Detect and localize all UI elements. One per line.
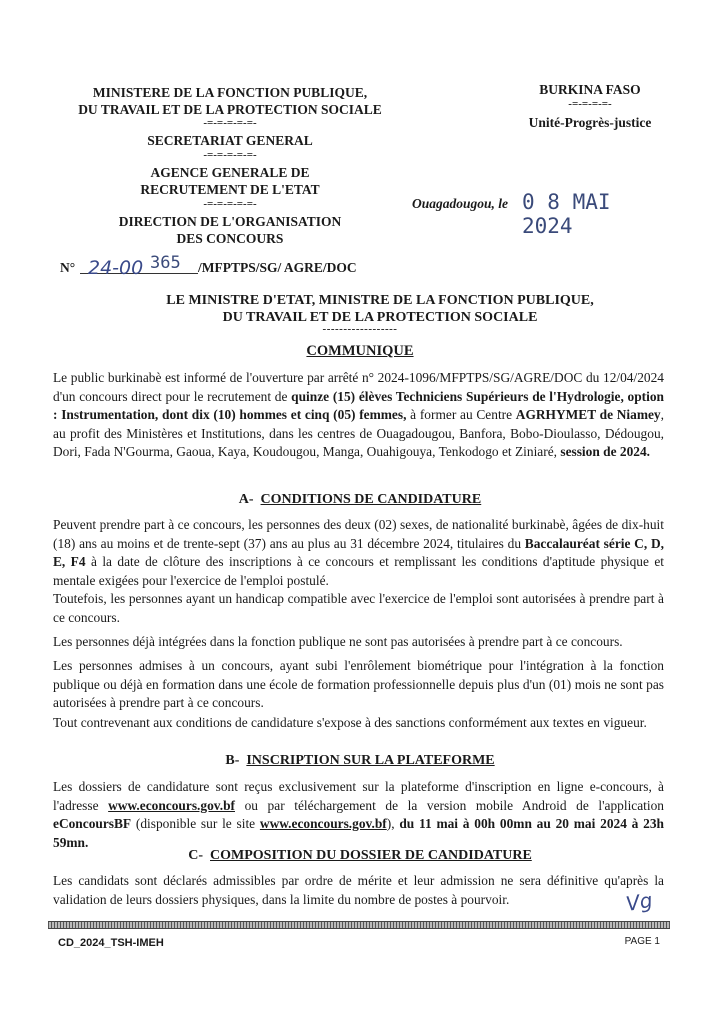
section-a-paragraph-1 <box>53 516 664 590</box>
separator: -=-=-=-=-=- <box>203 149 257 161</box>
econcours-link-2[interactable]: www.econcours.gov.bf <box>259 816 387 831</box>
page-number: PAGE 1 <box>624 936 660 947</box>
section-a-paragraph-3: Les personnes déjà intégrées dans la fonction publique ne sont pas autorisées à prendre part à ce concours. <box>53 634 623 649</box>
section-a-p1-text: Peuvent prendre part à ce concours, les personnes des deux (02) sexes, de nationalité burkinabè, âgées de dix-huit (18) ans au moins et de trente-sept (37) ans au plus au 31 décembre 2024, titulaires du <box>53 517 664 551</box>
intro-text-2: à former au Centre <box>406 407 516 422</box>
section-a-diploma: Baccalauréat série C, D, E, F4 <box>53 535 664 569</box>
section-b-text-3: (disponible sur le site <box>131 816 260 831</box>
dashes-separator: ------------------ <box>322 323 398 335</box>
section-a-heading <box>180 492 540 508</box>
section-a-paragraph-5: Tout contrevenant aux conditions de candidature s'expose à des sanctions conformément aux textes en vigueur. <box>53 715 647 730</box>
separator: -=-=-=-=- <box>568 98 612 110</box>
agency-name <box>40 164 420 198</box>
direction-line-2: DES CONCOURS <box>176 231 284 246</box>
section-b-heading <box>190 753 530 769</box>
secretariat: SECRETARIAT GENERAL <box>147 133 313 148</box>
section-a-title: CONDITIONS DE CANDIDATURE <box>260 492 482 507</box>
section-c-heading <box>160 848 560 864</box>
place-date-prefix: Ouagadougou, le <box>412 196 509 211</box>
date-stamp: 0 8 MAI 2024 <box>522 190 611 238</box>
section-a-paragraph-2: Toutefois, les personnes ayant un handicap compatible avec l'exercice de l'emploi sont autorisées à prendre part à ce concours. <box>53 591 664 625</box>
direction-name <box>40 213 420 247</box>
section-a-p1-end: à la date de clôture des inscriptions à ce concours et remplissant les conditions d'aptitude physique et mentale exigées pour l'exercice de l'emploi postulé. <box>53 554 664 588</box>
communique-title: COMMUNIQUE <box>306 343 414 359</box>
section-b-title: INSCRIPTION SUR LA PLATEFORME <box>246 753 495 768</box>
econcours-link[interactable]: www.econcours.gov.bf <box>108 797 235 813</box>
stamped-number: 365 <box>150 253 181 273</box>
ministry-name <box>40 84 420 118</box>
section-c-paragraph: Les candidats sont déclarés admissibles par ordre de mérite et leur admission ne sera définitive qu'après la validation de leurs dossiers physiques, dans la limite du nombre de postes à pourvoir. <box>53 873 664 907</box>
minister-title-line-1: LE MINISTRE D'ETAT, MINISTRE DE LA FONCTION PUBLIQUE, <box>166 293 594 308</box>
footer-reference: CD_2024_TSH-IMEH <box>58 937 164 949</box>
ministry-line-2: DU TRAVAIL ET DE LA PROTECTION SOCIALE <box>78 102 382 117</box>
agency-line-2: RECRUTEMENT DE L'ETAT <box>140 182 320 197</box>
section-b-prefix: B- <box>225 753 240 768</box>
separator: -=-=-=-=-=- <box>203 117 257 129</box>
reference-number <box>60 253 380 280</box>
national-motto: Unité-Progrès-justice <box>528 115 652 130</box>
section-a-prefix: A- <box>238 492 254 507</box>
minister-title <box>90 292 670 326</box>
minister-title-line-2: DU TRAVAIL ET DE LA PROTECTION SOCIALE <box>222 310 538 325</box>
section-c-title: COMPOSITION DU DOSSIER DE CANDIDATURE <box>210 848 532 863</box>
section-b-text-2: ou par téléchargement de la version mobile Android de l'application <box>234 797 665 813</box>
handwritten-number: 24-00 <box>88 257 144 279</box>
intro-session: session de 2024. <box>560 444 651 459</box>
section-b-text-1: Les dossiers de candidature sont reçus exclusivement sur la plateforme d'inscription en ligne e-concours, à l'adresse <box>53 779 664 813</box>
app-name: eConcoursBF <box>53 816 132 831</box>
registration-dates: du 11 mai à 00h 00mn au 20 mai 2024 à 23h 59mn. <box>53 816 664 850</box>
place-date <box>412 190 672 238</box>
intro-text-1: Le public burkinabè est informé de l'ouverture par arrêté n° 2024-1096/MFPTPS/SG/AGRE/DOC du 12/04/2024 d'un concours direct pour le recrutement de <box>53 370 664 404</box>
section-b-paragraph <box>53 778 664 852</box>
intro-center: AGRHYMET de Niamey <box>515 407 661 422</box>
ministry-line-1: MINISTERE DE LA FONCTION PUBLIQUE, <box>92 85 368 100</box>
agency-line-1: AGENCE GENERALE DE <box>150 165 310 180</box>
direction-line-1: DIRECTION DE L'ORGANISATION <box>118 214 342 229</box>
intro-paragraph <box>53 369 664 462</box>
number-suffix: /MFPTPS/SG/ AGRE/DOC <box>198 260 357 275</box>
section-a-paragraph-4: Les personnes admises à un concours, ayant subi l'enrôlement biométrique pour l'intégration à la fonction publique ou déjà en formation dans une école de formation professionnelle depuis plus d'un (01) mois ne sont pas autorisées à prendre part à ce concours. <box>53 658 664 710</box>
handwritten-initials: Vg <box>624 887 655 917</box>
section-c-prefix: C- <box>188 848 203 863</box>
section-b-text-4: ), <box>386 816 400 831</box>
country-name: BURKINA FASO <box>539 82 641 97</box>
number-prefix: N° <box>60 260 76 275</box>
intro-text-3: , au profit des Ministères et Institutions, dans les centres de Ouagadougou, Banfora, Bobo-Dioulasso, Dédougou, Dori, Fada N'Gourma, Gaoua, Kaya, Koudougou, Manga, Ouahigouya, Tenkodogo et Ziniaré, <box>53 407 664 459</box>
footer-rule <box>48 921 670 929</box>
separator: -=-=-=-=-=- <box>203 198 257 210</box>
intro-positions: quinze (15) élèves Techniciens Supérieurs de l'Hydrologie, option : Instrumentation, dont dix (10) hommes et cinq (05) femmes, <box>53 388 664 422</box>
